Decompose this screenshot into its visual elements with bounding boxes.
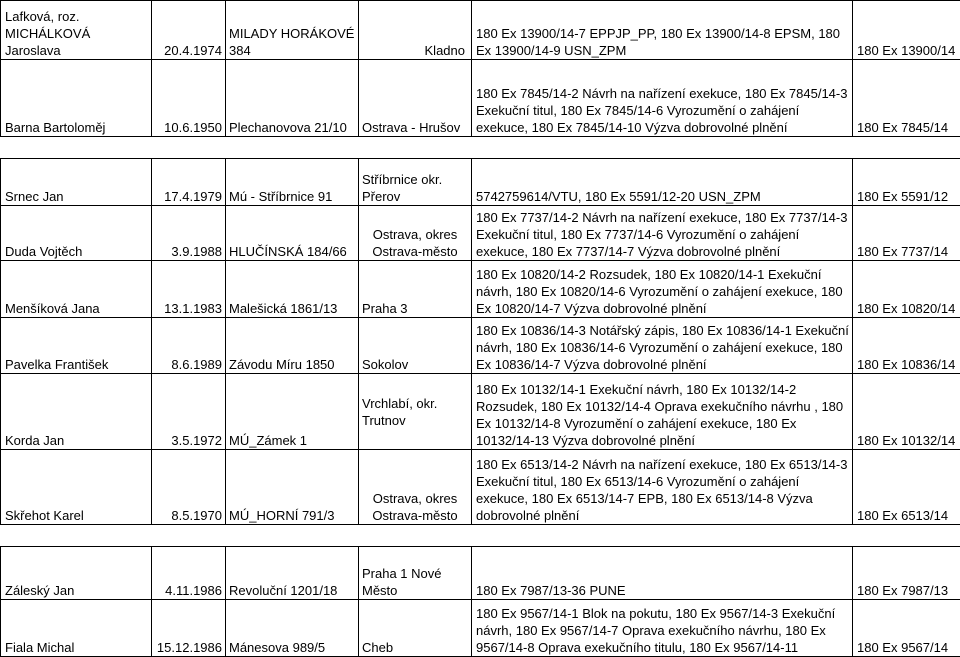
documents-cell: 180 Ex 10132/14-1 Exekuční návrh, 180 Ex 10132/14-2 Rozsudek, 180 Ex 10132/14-4 Oprava exekučního návrhu , 180 Ex 10132/14-8 Vyrozumění o zahájení exekuce, 180 Ex 10132/14-13 Výzva dobrovolné plnění — [472, 374, 853, 450]
case-number-cell: 180 Ex 7987/13 — [853, 547, 960, 600]
documents-cell: 180 Ex 7737/14-2 Návrh na nařízení exekuce, 180 Ex 7737/14-3 Exekuční titul, 180 Ex 7737/14-6 Vyrozumění o zahájení exekuce, 180 Ex 7737/14-7 Výzva dobrovolné plnění — [472, 206, 853, 261]
case-number-cell: 180 Ex 10820/14 — [853, 261, 960, 318]
case-number-cell: 180 Ex 7845/14 — [853, 60, 960, 137]
name-cell: Korda Jan — [1, 374, 152, 450]
table-row — [1, 374, 960, 450]
table-row — [1, 600, 960, 657]
documents-cell: 5742759614/VTU, 180 Ex 5591/12-20 USN_ZPM — [472, 159, 853, 206]
birth-date-cell: 4.11.1986 — [152, 547, 226, 600]
table-row — [1, 261, 960, 318]
birth-date-cell: 20.4.1974 — [152, 1, 226, 60]
name-cell: Barna Bartoloměj — [1, 60, 152, 137]
case-number-cell: 180 Ex 7737/14 — [853, 206, 960, 261]
name-cell: Menšíková Jana — [1, 261, 152, 318]
documents-cell: 180 Ex 13900/14-7 EPPJP_PP, 180 Ex 13900/14-8 EPSM, 180 Ex 13900/14-9 USN_ZPM — [472, 1, 853, 60]
city-cell: Stříbrnice okr. Přerov — [359, 159, 472, 206]
case-number-cell: 180 Ex 10132/14 — [853, 374, 960, 450]
case-number-cell: 180 Ex 6513/14 — [853, 450, 960, 525]
table-row — [1, 547, 960, 600]
birth-date-cell: 13.1.1983 — [152, 261, 226, 318]
birth-date-cell: 3.5.1972 — [152, 374, 226, 450]
address-cell: Závodu Míru 1850 — [226, 318, 359, 374]
case-number-cell: 180 Ex 10836/14 — [853, 318, 960, 374]
name-cell: Duda Vojtěch — [1, 206, 152, 261]
documents-cell: 180 Ex 9567/14-1 Blok na pokutu, 180 Ex 9567/14-3 Exekuční návrh, 180 Ex 9567/14-7 Oprava exekučního návrhu, 180 Ex 9567/14-8 Oprava exekučního titulu, 180 Ex 9567/14-11 — [472, 600, 853, 657]
address-cell: Mú - Stříbrnice 91 — [226, 159, 359, 206]
table-row — [1, 60, 960, 137]
address-cell: MILADY HORÁKOVÉ 384 — [226, 1, 359, 60]
city-cell: Praha 3 — [359, 261, 472, 318]
city-cell: Praha 1 Nové Město — [359, 547, 472, 600]
name-cell: Pavelka František — [1, 318, 152, 374]
table-row — [1, 206, 960, 261]
table-row — [1, 450, 960, 525]
address-cell: Mánesova 989/5 — [226, 600, 359, 657]
address-cell: MÚ_Zámek 1 — [226, 374, 359, 450]
address-cell: Malešická 1861/13 — [226, 261, 359, 318]
birth-date-cell: 8.5.1970 — [152, 450, 226, 525]
case-number-cell: 180 Ex 5591/12 — [853, 159, 960, 206]
name-cell: Skřehot Karel — [1, 450, 152, 525]
documents-cell: 180 Ex 7987/13-36 PUNE — [472, 547, 853, 600]
documents-cell: 180 Ex 10820/14-2 Rozsudek, 180 Ex 10820/14-1 Exekuční návrh, 180 Ex 10820/14-6 Vyrozumění o zahájení exekuce, 180 Ex 10820/14-7 Výzva dobrovolné plnění — [472, 261, 853, 318]
city-cell: Ostrava - Hrušov — [359, 60, 472, 137]
city-cell: Sokolov — [359, 318, 472, 374]
city-cell: Ostrava, okres Ostrava-město — [359, 450, 472, 525]
city-cell: Kladno — [359, 1, 472, 60]
name-cell: Lafková, roz. MICHÁLKOVÁ Jaroslava — [1, 1, 152, 60]
address-cell: HLUČÍNSKÁ 184/66 — [226, 206, 359, 261]
table-row — [1, 159, 960, 206]
name-cell: Srnec Jan — [1, 159, 152, 206]
birth-date-cell: 15.12.1986 — [152, 600, 226, 657]
birth-date-cell: 3.9.1988 — [152, 206, 226, 261]
table-spacer — [1, 525, 960, 547]
case-number-cell: 180 Ex 13900/14 — [853, 1, 960, 60]
documents-cell: 180 Ex 6513/14-2 Návrh na nařízení exekuce, 180 Ex 6513/14-3 Exekuční titul, 180 Ex 6513/14-6 Vyrozumění o zahájení exekuce, 180 Ex 6513/14-7 EPB, 180 Ex 6513/14-8 Výzva dobrovolné plnění — [472, 450, 853, 525]
name-cell: Záleský Jan — [1, 547, 152, 600]
table-spacer — [1, 137, 960, 159]
birth-date-cell: 17.4.1979 — [152, 159, 226, 206]
documents-cell: 180 Ex 10836/14-3 Notářský zápis, 180 Ex 10836/14-1 Exekuční návrh, 180 Ex 10836/14-6 Vyrozumění o zahájení exekuce, 180 Ex 10836/14-7 Výzva dobrovolné plnění — [472, 318, 853, 374]
address-cell: Revoluční 1201/18 — [226, 547, 359, 600]
city-cell: Ostrava, okres Ostrava-město — [359, 206, 472, 261]
case-number-cell: 180 Ex 9567/14 — [853, 600, 960, 657]
table-row — [1, 318, 960, 374]
birth-date-cell: 10.6.1950 — [152, 60, 226, 137]
address-cell: Plechanovova 21/10 — [226, 60, 359, 137]
address-cell: MÚ_HORNÍ 791/3 — [226, 450, 359, 525]
city-cell: Vrchlabí, okr. Trutnov — [359, 374, 472, 450]
birth-date-cell: 8.6.1989 — [152, 318, 226, 374]
documents-cell: 180 Ex 7845/14-2 Návrh na nařízení exekuce, 180 Ex 7845/14-3 Exekuční titul, 180 Ex 7845/14-6 Vyrozumění o zahájení exekuce, 180 Ex 7845/14-10 Výzva dobrovolné plnění — [472, 60, 853, 137]
name-cell: Fiala Michal — [1, 600, 152, 657]
city-cell: Cheb — [359, 600, 472, 657]
table-row — [1, 1, 960, 60]
